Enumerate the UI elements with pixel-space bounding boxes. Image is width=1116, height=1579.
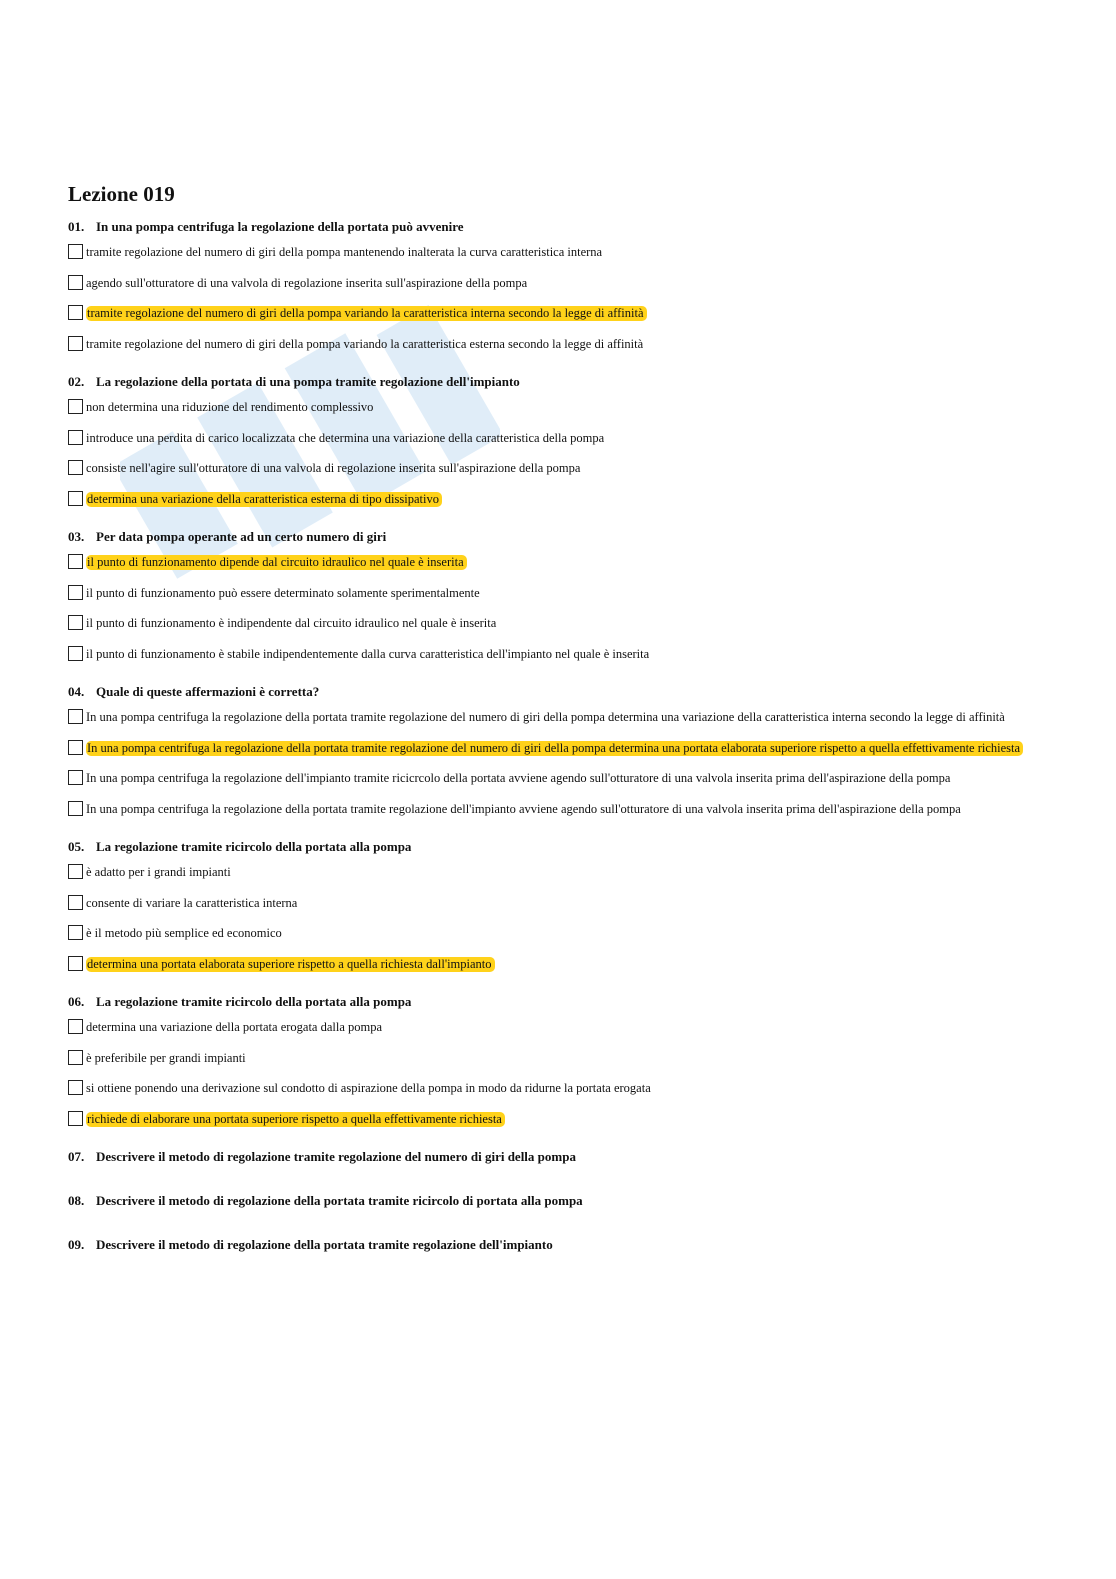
question-8 bbox=[68, 1192, 1028, 1210]
answer-option bbox=[68, 956, 1028, 974]
answer-option bbox=[68, 925, 1028, 943]
answer-checkbox[interactable] bbox=[68, 925, 83, 940]
question-text bbox=[68, 683, 1028, 701]
answer-checkbox[interactable] bbox=[68, 460, 83, 475]
highlighted-answer bbox=[86, 741, 1023, 756]
highlighted-answer bbox=[86, 1112, 505, 1127]
answer-text: tramite regolazione del numero di giri della pompa mantenendo inalterata la curva caratteristica interna bbox=[86, 245, 603, 259]
answer-option bbox=[68, 585, 1028, 603]
answer-text-wrap bbox=[86, 647, 649, 661]
answer-text: tramite regolazione del numero di giri della pompa variando la caratteristica interna secondo la legge di affinità bbox=[87, 306, 644, 320]
answer-checkbox[interactable] bbox=[68, 491, 83, 506]
answer-text-wrap bbox=[86, 1051, 246, 1065]
answer-text: In una pompa centrifuga la regolazione della portata tramite regolazione dell'impianto avviene agendo sull'otturatore di una valvola inserita prima dell'aspirazione della pompa bbox=[86, 801, 961, 816]
answer-checkbox[interactable] bbox=[68, 399, 83, 414]
answer-option bbox=[68, 336, 1028, 354]
answer-text-wrap bbox=[86, 586, 480, 600]
answer-option bbox=[68, 646, 1028, 664]
question-text bbox=[68, 993, 1028, 1011]
answer-text: In una pompa centrifuga la regolazione della portata tramite regolazione del numero di giri della pompa determina una portata elaborata superiore rispetto a quella effettivamente richiesta bbox=[87, 740, 1021, 755]
answer-checkbox[interactable] bbox=[68, 585, 83, 600]
answer-checkbox[interactable] bbox=[68, 646, 83, 661]
answer-option bbox=[68, 275, 1028, 293]
highlighted-answer bbox=[86, 492, 442, 507]
answer-text: determina una portata elaborata superiore rispetto a quella richiesta dall'impianto bbox=[87, 956, 492, 971]
answer-checkbox[interactable] bbox=[68, 1111, 83, 1126]
question-number: 05. bbox=[68, 839, 85, 854]
answer-option bbox=[68, 554, 1028, 572]
answer-checkbox[interactable] bbox=[68, 275, 83, 290]
answer-text: il punto di funzionamento è indipendente dal circuito idraulico nel quale è inserita bbox=[86, 616, 497, 630]
answer-checkbox[interactable] bbox=[68, 1080, 83, 1095]
question-1 bbox=[68, 218, 1028, 353]
answer-checkbox[interactable] bbox=[68, 956, 83, 971]
answer-text: è adatto per i grandi impianti bbox=[86, 865, 231, 879]
answer-text: non determina una riduzione del rendimento complessivo bbox=[86, 400, 374, 414]
answer-text: il punto di funzionamento può essere determinato solamente sperimentalmente bbox=[86, 585, 480, 600]
question-label: La regolazione tramite ricircolo della portata alla pompa bbox=[96, 994, 412, 1009]
answer-text: determina una variazione della portata erogata dalla pompa bbox=[86, 1020, 383, 1034]
question-2 bbox=[68, 373, 1028, 508]
answer-text: è preferibile per grandi impianti bbox=[86, 1050, 246, 1065]
answer-text-wrap bbox=[86, 276, 527, 290]
question-text bbox=[68, 1236, 1028, 1254]
answer-text-wrap bbox=[86, 245, 602, 259]
question-number: 06. bbox=[68, 994, 85, 1009]
question-label: Descrivere il metodo di regolazione tramite regolazione del numero di giri della pompa bbox=[96, 1149, 576, 1164]
answer-checkbox[interactable] bbox=[68, 430, 83, 445]
answer-text-wrap bbox=[86, 431, 604, 445]
answer-checkbox[interactable] bbox=[68, 615, 83, 630]
answer-option bbox=[68, 801, 1028, 819]
question-6 bbox=[68, 993, 1028, 1128]
page-title: Lezione 019 bbox=[68, 182, 175, 206]
answer-text: si ottiene ponendo una derivazione sul condotto di aspirazione della pompa in modo da ridurne la portata erogata bbox=[86, 1081, 651, 1095]
answer-checkbox[interactable] bbox=[68, 336, 83, 351]
answer-option bbox=[68, 770, 1028, 788]
answer-option bbox=[68, 895, 1028, 913]
answer-option bbox=[68, 1019, 1028, 1037]
answer-option bbox=[68, 1080, 1028, 1098]
answer-option bbox=[68, 1111, 1028, 1129]
question-text bbox=[68, 528, 1028, 546]
question-5 bbox=[68, 838, 1028, 973]
question-9 bbox=[68, 1236, 1028, 1254]
answer-text-wrap bbox=[86, 1081, 651, 1095]
answer-text: consiste nell'agire sull'otturatore di una valvola di regolazione inserita sull'aspirazione della pompa bbox=[86, 461, 581, 475]
question-text bbox=[68, 218, 1028, 236]
question-label: La regolazione della portata di una pompa tramite regolazione dell'impianto bbox=[96, 374, 520, 389]
answer-text-wrap bbox=[86, 461, 580, 475]
answer-option bbox=[68, 244, 1028, 262]
answer-checkbox[interactable] bbox=[68, 709, 83, 724]
answer-option bbox=[68, 615, 1028, 633]
question-label: La regolazione tramite ricircolo della portata alla pompa bbox=[96, 839, 412, 854]
question-number: 08. bbox=[68, 1193, 85, 1208]
document-page bbox=[68, 180, 1028, 1280]
answer-text-wrap bbox=[86, 896, 297, 910]
answer-checkbox[interactable] bbox=[68, 305, 83, 320]
answer-text: agendo sull'otturatore di una valvola di regolazione inserita sull'aspirazione della pompa bbox=[86, 275, 528, 290]
highlighted-answer bbox=[86, 306, 647, 321]
answer-option bbox=[68, 430, 1028, 448]
answer-option bbox=[68, 491, 1028, 509]
answer-text: consente di variare la caratteristica interna bbox=[86, 895, 298, 910]
highlighted-answer bbox=[86, 555, 467, 570]
answer-text: In una pompa centrifuga la regolazione della portata tramite regolazione del numero di giri della pompa determina una variazione della caratteristica interna secondo la legge di affinità bbox=[86, 710, 1005, 724]
question-list bbox=[68, 218, 1028, 1254]
answer-text-wrap bbox=[86, 865, 231, 879]
answer-option bbox=[68, 864, 1028, 882]
answer-option bbox=[68, 399, 1028, 417]
answer-option bbox=[68, 305, 1028, 323]
answer-checkbox[interactable] bbox=[68, 244, 83, 259]
answer-text-wrap bbox=[86, 1020, 382, 1034]
answer-checkbox[interactable] bbox=[68, 1050, 83, 1065]
question-number: 02. bbox=[68, 374, 85, 389]
question-label: Descrivere il metodo di regolazione della portata tramite ricircolo di portata alla pompa bbox=[96, 1193, 583, 1208]
answer-text-wrap bbox=[86, 771, 950, 785]
answer-text: è il metodo più semplice ed economico bbox=[86, 926, 282, 940]
question-text bbox=[68, 838, 1028, 856]
answer-checkbox[interactable] bbox=[68, 770, 83, 785]
answer-checkbox[interactable] bbox=[68, 554, 83, 569]
answer-checkbox[interactable] bbox=[68, 740, 83, 755]
question-label: Descrivere il metodo di regolazione della portata tramite regolazione dell'impianto bbox=[96, 1237, 553, 1252]
question-4 bbox=[68, 683, 1028, 818]
question-number: 07. bbox=[68, 1149, 85, 1164]
highlighted-answer bbox=[86, 957, 495, 972]
answer-option bbox=[68, 709, 1028, 727]
question-7 bbox=[68, 1148, 1028, 1166]
question-text bbox=[68, 373, 1028, 391]
answer-text: In una pompa centrifuga la regolazione dell'impianto tramite ricicrcolo della portata avviene agendo sull'otturatore di una valvola inserita prima dell'aspirazione della pompa bbox=[86, 771, 951, 785]
answer-text-wrap bbox=[86, 802, 961, 816]
question-number: 04. bbox=[68, 684, 85, 699]
question-text bbox=[68, 1148, 1028, 1166]
question-number: 01. bbox=[68, 219, 85, 234]
answer-checkbox[interactable] bbox=[68, 801, 83, 816]
question-3 bbox=[68, 528, 1028, 663]
answer-checkbox[interactable] bbox=[68, 895, 83, 910]
answer-text: tramite regolazione del numero di giri della pompa variando la caratteristica esterna secondo la legge di affinità bbox=[86, 336, 644, 351]
answer-option bbox=[68, 460, 1028, 478]
question-text bbox=[68, 1192, 1028, 1210]
answer-checkbox[interactable] bbox=[68, 1019, 83, 1034]
answer-text-wrap bbox=[86, 400, 373, 414]
answer-text: determina una variazione della caratteristica esterna di tipo dissipativo bbox=[87, 491, 439, 506]
answer-text: richiede di elaborare una portata superiore rispetto a quella effettivamente richiesta bbox=[87, 1111, 502, 1126]
question-number: 09. bbox=[68, 1237, 85, 1252]
answer-text-wrap bbox=[86, 337, 643, 351]
answer-text: introduce una perdita di carico localizzata che determina una variazione della caratteristica della pompa bbox=[86, 430, 605, 445]
answer-checkbox[interactable] bbox=[68, 864, 83, 879]
answer-text: il punto di funzionamento dipende dal circuito idraulico nel quale è inserita bbox=[87, 555, 464, 569]
answer-text-wrap bbox=[86, 710, 1005, 724]
answer-text-wrap bbox=[86, 926, 282, 940]
question-label: In una pompa centrifuga la regolazione della portata può avvenire bbox=[96, 219, 464, 234]
answer-option bbox=[68, 1050, 1028, 1068]
question-number: 03. bbox=[68, 529, 85, 544]
answer-text-wrap bbox=[86, 616, 496, 630]
question-label: Per data pompa operante ad un certo numero di giri bbox=[96, 529, 387, 544]
question-label: Quale di queste affermazioni è corretta? bbox=[96, 684, 320, 699]
answer-text: il punto di funzionamento è stabile indipendentemente dalla curva caratteristica dell'impianto nel quale è inserita bbox=[86, 646, 650, 661]
answer-option bbox=[68, 740, 1028, 758]
